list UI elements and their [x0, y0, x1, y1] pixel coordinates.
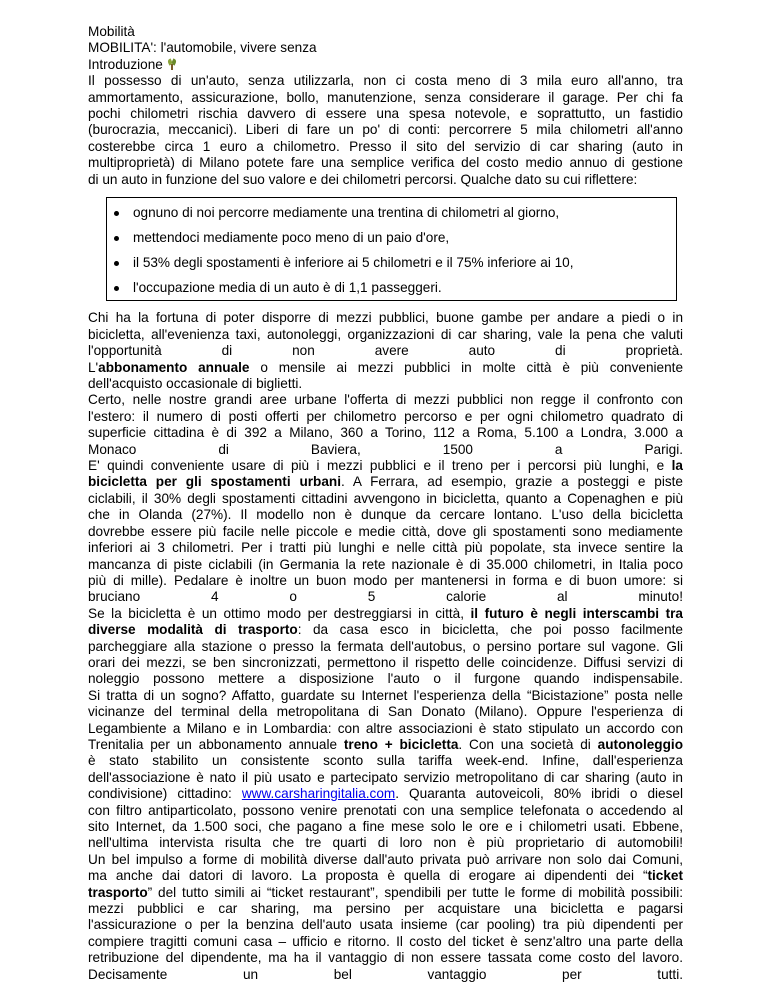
bullet-icon: [114, 236, 119, 241]
fact-item: mettendoci mediamente poco meno di un paio d'ore,: [133, 230, 676, 246]
fact-item: ognuno di noi percorre mediamente una trentina di chilometri al giorno,: [133, 205, 676, 221]
intro-line: multiproprietà) di Milano potete fare una semplice verifica del costo medio annuo di gestione: [88, 155, 683, 171]
facts-list: [107, 205, 676, 296]
bullet-icon: [114, 286, 119, 291]
intro-line: pochi chilometri rischia davvero di essere una spesa notevole, e soprattutto, un fastidio: [88, 106, 683, 122]
intro-line: ammortamento, assicurazione, bollo, manutenzione, senza considerare il garage. Per chi fa: [88, 89, 683, 105]
body-text: Chi ha la fortuna di poter disporre di mezzi pubblici, buone gambe per andare a piedi o in bicicletta, all'evenienza taxi, autonoleggi, organizzazioni di car sharing, vale la pena che valuti l'opportunità di non avere auto di proprietà. L'abbonamento annuale o mensile ai mezzi pubblici in molte città è più conveniente dell'acquisto occasionale di biglietti. Certo, nelle nostre grandi aree urbane l'offerta di mezzi pubblici non regge il confronto con l'estero: il numero di posti offerti per chilometro percorso e per ogni chilometro quadrato di superficie cittadina è di 392 a Milano, 360 a Torino, 112 a Roma, 5.100 a Londra, 3.000 a Monaco di Baviera, 1500 a Parigi. E' quindi conveniente usare di più i mezzi pubblici e il treno per i percorsi più lunghi, e la bicicletta per gli spostamenti urbani. A Ferrara, ad esempio, grazie a posteggi e piste ciclabili, il 30% degli spostamenti cittadini avvengono in bicicletta, quanto a Copenaghen e più che in Olanda (27%). Il modello non è dunque da cercare lontano. L'uso della bicicletta dovrebbe essere più facile nelle piccole e medie città, dove gli spostamenti sono mediamente inferiori ai 3 chilometri. Per i tratti più lunghi e nelle città più popolate, sta invece sentire la mancanza di piste ciclabili (in Germania la rete nazionale è di 35.000 chilometri, in Italia poco più di mille). Pedalare è inoltre un buon modo per mantenersi in forma e di buon umore: si bruciano 4 o 5 calorie al minuto! Se la bicicletta è un ottimo modo per destreggiarsi in città, il futuro è negli interscambi tra diverse modalità di trasporto: da casa esco in bicicletta, che poi posso facilmente parcheggiare alla stazione o presso la fermata dell'autobus, o persino portare sul vagone. Gli orari dei mezzi, se ben sincronizzati, permettono il rispetto delle coincidenze. Diffusi servizi di noleggio possono mettere a disposizione l'auto o il furgone quando indispensabile. Si tratta di un sogno? Affatto, guardate su Internet l'esperienza della “Bicistazione” posta nelle vicinanze del terminal della metropolitana di San Donato (Milano). Oppure l'esperienza di Legambiente a Milano e in Lombardia: con altre associazioni è stato stipulato un accordo con Trenitalia per un abbonamento annuale treno + bicicletta. Con una società di autonoleggio è stato stabilito un consistente sconto sulla tariffa week-end. Infine, dall'esperienza dell'associazione è nato il più usato e partecipato servizio metropolitano di car sharing (auto in condivisione) cittadino: www.carsharingitalia.com. Quaranta autoveicoli, 80% ibridi o diesel con filtro antiparticolato, possono venire prenotati con una semplice telefonata o accedendo al sito Internet, da 1.500 soci, che pagano a fine mese solo le ore e i chilometri usati. Ebbene, nell'ultima intervista risulta che tre quarti di loro non è più proprietario di automobili! Un bel impulso a forme di mobilità diverse dall'auto privata può arrivare non solo dai Comuni, ma anche dai datori di lavoro. La proposta è quella di erogare ai dipendenti dei “ticket trasporto” del tutto simili ai “ticket restaurant”, spendibili per tutte le forme di mobilità possibili: mezzi pubblici e car sharing, ma persino per acquistare una bicicletta e pagarsi l'assicurazione o per la benzina dell'auto usata insieme (car pooling) tra più dipendenti per compiere tragitti comuni casa – ufficio e ritorno. Il costo del ticket è senz'altro una parte della retribuzione del dipendente, ma ha il vantaggio di non essere tassata come costo del lavoro. Decisamente un bel vantaggio per tutti.: [88, 310, 684, 982]
fact-item: il 53% degli spostamenti è inferiore ai 5 chilometri e il 75% inferiore ai 10,: [133, 255, 676, 271]
bullet-icon: [114, 211, 119, 216]
bullet-icon: [114, 261, 119, 266]
intro-heading: [88, 57, 683, 73]
document-page: [88, 24, 683, 983]
plant-icon: [167, 58, 177, 70]
intro-line: (burocrazia, meccanici). Liberi di fare un po' di conti: percorrere 5 mila chilometri all'anno: [88, 122, 683, 138]
facts-box: [106, 197, 677, 301]
intro-label: Introduzione: [88, 56, 163, 72]
article-title: MOBILITA': l'automobile, vivere senza: [88, 40, 317, 56]
section-label: Mobilità: [88, 24, 135, 39]
intro-paragraph: [88, 73, 683, 188]
carsharing-link[interactable]: www.carsharingitalia.com: [241, 786, 396, 802]
intro-line: di un auto in funzione del suo valore e dei chilometri percorsi. Qualche dato su cui riflettere:: [88, 171, 638, 187]
intro-line: Il possesso di un'auto, senza utilizzarla, non ci costa meno di 3 mila euro all'anno, tra: [88, 73, 683, 89]
intro-line: costerebbe circa 1 euro a chilometro. Presso il sito del servizio di car sharing (auto in: [88, 138, 683, 154]
fact-item: l'occupazione media di un auto è di 1,1 passeggeri.: [133, 280, 676, 296]
